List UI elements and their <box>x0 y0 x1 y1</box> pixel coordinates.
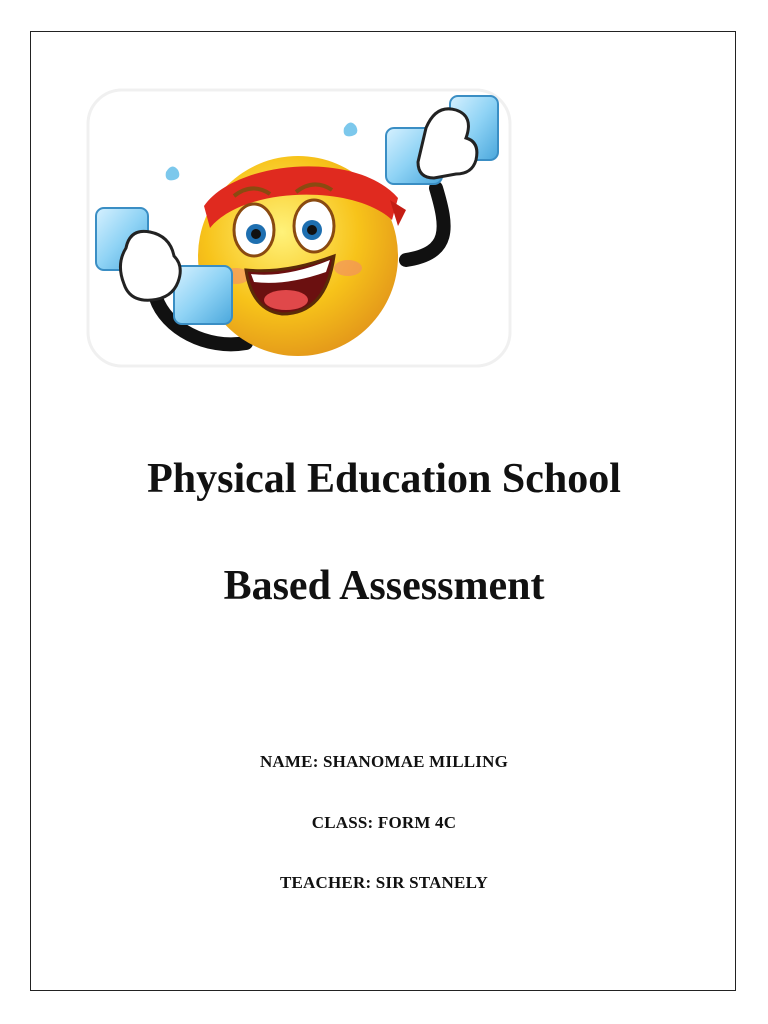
student-name: NAME: SHANOMAE MILLING <box>259 752 509 771</box>
smiley-lifting-dumbbells-icon <box>86 88 512 370</box>
teacher-name: TEACHER: SIR STANELY <box>279 873 489 892</box>
title-line-2: Based Assessment <box>223 563 545 609</box>
title-line-1: Physical Education School <box>147 456 621 502</box>
student-class: CLASS: FORM 4C <box>311 813 457 832</box>
